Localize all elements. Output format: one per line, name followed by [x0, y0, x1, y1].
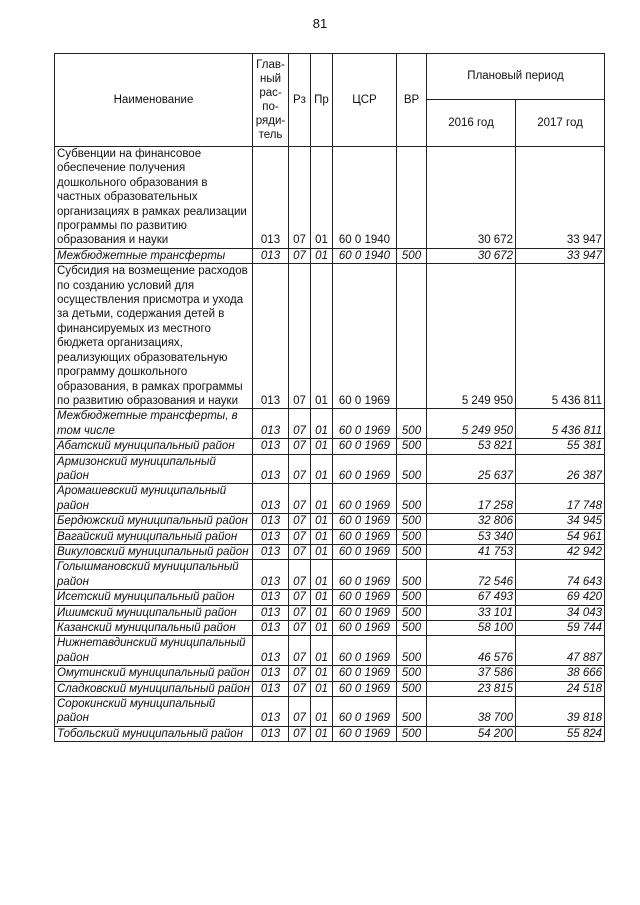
- col-header-planned-period: Плановый период: [427, 54, 605, 100]
- cell-name: Сорокинский муниципальный район: [55, 697, 253, 727]
- cell-name: Нижнетавдинский муниципальный район: [55, 636, 253, 666]
- cell-2017: 55 824: [516, 726, 605, 741]
- col-header-name: Наименование: [55, 54, 253, 147]
- cell-admin: 013: [253, 681, 289, 696]
- cell-2017: 74 643: [516, 560, 605, 590]
- table-row: [55, 264, 605, 409]
- cell-vr: 500: [397, 248, 427, 263]
- cell-2016: 5 249 950: [427, 264, 516, 409]
- page-number: 81: [312, 16, 328, 31]
- cell-pr: 01: [311, 484, 333, 514]
- cell-rz: 07: [289, 726, 311, 741]
- cell-vr: 500: [397, 560, 427, 590]
- cell-pr: 01: [311, 605, 333, 620]
- cell-admin: 013: [253, 636, 289, 666]
- cell-2016: 41 753: [427, 544, 516, 559]
- cell-2017: 54 961: [516, 529, 605, 544]
- cell-2017: 47 887: [516, 636, 605, 666]
- cell-name: Армизонский муниципальный район: [55, 454, 253, 484]
- cell-rz: 07: [289, 514, 311, 529]
- cell-admin: 013: [253, 248, 289, 263]
- cell-vr: 500: [397, 409, 427, 439]
- cell-admin: 013: [253, 529, 289, 544]
- cell-rz: 07: [289, 621, 311, 636]
- cell-name: Голышмановский муниципальный район: [55, 560, 253, 590]
- col-header-2017: 2017 год: [516, 100, 605, 147]
- cell-vr: 500: [397, 605, 427, 620]
- cell-2017: 24 518: [516, 681, 605, 696]
- cell-rz: 07: [289, 484, 311, 514]
- cell-pr: 01: [311, 621, 333, 636]
- cell-pr: 01: [311, 560, 333, 590]
- cell-vr: 500: [397, 514, 427, 529]
- table-row: [55, 439, 605, 454]
- cell-rz: 07: [289, 590, 311, 605]
- cell-pr: 01: [311, 454, 333, 484]
- table-row: [55, 529, 605, 544]
- cell-name: Межбюджетные трансферты, в том числе: [55, 409, 253, 439]
- cell-vr: 500: [397, 484, 427, 514]
- cell-vr: 500: [397, 636, 427, 666]
- cell-2017: 33 947: [516, 248, 605, 263]
- cell-name: Исетский муниципальный район: [55, 590, 253, 605]
- cell-pr: 01: [311, 697, 333, 727]
- cell-2016: 54 200: [427, 726, 516, 741]
- cell-2017: 26 387: [516, 454, 605, 484]
- col-header-csr: ЦСР: [333, 54, 397, 147]
- table-row: [55, 697, 605, 727]
- cell-name: Аромашевский муниципальный район: [55, 484, 253, 514]
- cell-pr: 01: [311, 590, 333, 605]
- cell-rz: 07: [289, 636, 311, 666]
- cell-csr: 60 0 1969: [333, 697, 397, 727]
- cell-pr: 01: [311, 248, 333, 263]
- cell-name: Вагайский муниципальный район: [55, 529, 253, 544]
- cell-vr: [397, 264, 427, 409]
- cell-2017: 55 381: [516, 439, 605, 454]
- cell-name: Абатский муниципальный район: [55, 439, 253, 454]
- table-row: [55, 409, 605, 439]
- cell-csr: 60 0 1940: [333, 248, 397, 263]
- cell-admin: 013: [253, 264, 289, 409]
- cell-rz: 07: [289, 560, 311, 590]
- cell-rz: 07: [289, 248, 311, 263]
- cell-vr: 500: [397, 621, 427, 636]
- cell-2016: 5 249 950: [427, 409, 516, 439]
- col-header-2016: 2016 год: [427, 100, 516, 147]
- col-header-vr: ВР: [397, 54, 427, 147]
- cell-csr: 60 0 1969: [333, 726, 397, 741]
- cell-2016: 32 806: [427, 514, 516, 529]
- cell-2016: 37 586: [427, 666, 516, 681]
- cell-pr: 01: [311, 409, 333, 439]
- cell-csr: 60 0 1969: [333, 681, 397, 696]
- table-row: [55, 605, 605, 620]
- cell-admin: 013: [253, 147, 289, 249]
- table-row: [55, 248, 605, 263]
- table-row: [55, 590, 605, 605]
- cell-2016: 67 493: [427, 590, 516, 605]
- cell-name: Субсидия на возмещение расходов по созданию условий для осуществления присмотра и ухода за детьми, содержания детей в финансируемых из местного бюджета организациях, реализующих образовательную программу дошкольного образования, в рамках программы по развитию образования и науки: [55, 264, 253, 409]
- cell-name: Сладковский муниципальный район: [55, 681, 253, 696]
- cell-2017: 34 945: [516, 514, 605, 529]
- cell-2016: 46 576: [427, 636, 516, 666]
- cell-2017: 5 436 811: [516, 409, 605, 439]
- cell-rz: 07: [289, 264, 311, 409]
- cell-admin: 013: [253, 544, 289, 559]
- cell-admin: 013: [253, 726, 289, 741]
- cell-vr: 500: [397, 454, 427, 484]
- cell-2017: 38 666: [516, 666, 605, 681]
- cell-2016: 23 815: [427, 681, 516, 696]
- cell-admin: 013: [253, 484, 289, 514]
- cell-admin: 013: [253, 666, 289, 681]
- cell-csr: 60 0 1969: [333, 590, 397, 605]
- cell-2016: 53 340: [427, 529, 516, 544]
- table-row: [55, 726, 605, 741]
- cell-vr: 500: [397, 697, 427, 727]
- cell-csr: 60 0 1969: [333, 560, 397, 590]
- cell-rz: 07: [289, 697, 311, 727]
- table-row: [55, 544, 605, 559]
- cell-rz: 07: [289, 439, 311, 454]
- cell-admin: 013: [253, 621, 289, 636]
- cell-pr: 01: [311, 439, 333, 454]
- cell-2016: 58 100: [427, 621, 516, 636]
- cell-csr: 60 0 1969: [333, 605, 397, 620]
- table-row: [55, 621, 605, 636]
- cell-csr: 60 0 1969: [333, 529, 397, 544]
- cell-2017: 42 942: [516, 544, 605, 559]
- cell-csr: 60 0 1940: [333, 147, 397, 249]
- cell-admin: 013: [253, 560, 289, 590]
- cell-pr: 01: [311, 666, 333, 681]
- cell-name: Бердюжский муниципальный район: [55, 514, 253, 529]
- cell-rz: 07: [289, 409, 311, 439]
- cell-admin: 013: [253, 605, 289, 620]
- table-row: [55, 681, 605, 696]
- budget-table: [54, 53, 605, 742]
- cell-2017: 69 420: [516, 590, 605, 605]
- cell-csr: 60 0 1969: [333, 621, 397, 636]
- cell-vr: 500: [397, 529, 427, 544]
- table-row: [55, 666, 605, 681]
- cell-2016: 25 637: [427, 454, 516, 484]
- cell-2016: 72 546: [427, 560, 516, 590]
- cell-csr: 60 0 1969: [333, 484, 397, 514]
- cell-pr: 01: [311, 514, 333, 529]
- cell-csr: 60 0 1969: [333, 666, 397, 681]
- table-row: [55, 454, 605, 484]
- cell-vr: 500: [397, 590, 427, 605]
- table-row: [55, 636, 605, 666]
- cell-rz: 07: [289, 666, 311, 681]
- cell-pr: 01: [311, 264, 333, 409]
- cell-csr: 60 0 1969: [333, 409, 397, 439]
- cell-2016: 30 672: [427, 147, 516, 249]
- cell-csr: 60 0 1969: [333, 514, 397, 529]
- cell-admin: 013: [253, 454, 289, 484]
- cell-vr: 500: [397, 439, 427, 454]
- cell-pr: 01: [311, 529, 333, 544]
- cell-rz: 07: [289, 454, 311, 484]
- cell-rz: 07: [289, 147, 311, 249]
- cell-name: Казанский муниципальный район: [55, 621, 253, 636]
- cell-csr: 60 0 1969: [333, 264, 397, 409]
- cell-2017: 34 043: [516, 605, 605, 620]
- cell-admin: 013: [253, 590, 289, 605]
- col-header-pr: Пр: [311, 54, 333, 147]
- cell-csr: 60 0 1969: [333, 636, 397, 666]
- cell-2017: 5 436 811: [516, 264, 605, 409]
- cell-name: Тобольский муниципальный район: [55, 726, 253, 741]
- table-row: [55, 484, 605, 514]
- cell-name: Межбюджетные трансферты: [55, 248, 253, 263]
- cell-2017: 39 818: [516, 697, 605, 727]
- cell-name: Ишимский муниципальный район: [55, 605, 253, 620]
- cell-admin: 013: [253, 514, 289, 529]
- cell-2016: 17 258: [427, 484, 516, 514]
- cell-pr: 01: [311, 681, 333, 696]
- table-row: [55, 514, 605, 529]
- col-header-rz: Рз: [289, 54, 311, 147]
- cell-name: Омутинский муниципальный район: [55, 666, 253, 681]
- table-row: [55, 560, 605, 590]
- cell-admin: 013: [253, 439, 289, 454]
- cell-vr: 500: [397, 544, 427, 559]
- cell-rz: 07: [289, 544, 311, 559]
- cell-pr: 01: [311, 544, 333, 559]
- cell-name: Субвенции на финансовое обеспечение получения дошкольного образования в частных образовательных организациях в рамках реализации программы по развитию образования и науки: [55, 147, 253, 249]
- cell-2017: 33 947: [516, 147, 605, 249]
- cell-rz: 07: [289, 681, 311, 696]
- cell-admin: 013: [253, 409, 289, 439]
- cell-vr: [397, 147, 427, 249]
- cell-2017: 17 748: [516, 484, 605, 514]
- cell-admin: 013: [253, 697, 289, 727]
- cell-2017: 59 744: [516, 621, 605, 636]
- cell-pr: 01: [311, 147, 333, 249]
- cell-2016: 53 821: [427, 439, 516, 454]
- col-header-admin: Глав- ный рас- по- ряди- тель: [253, 54, 289, 147]
- cell-2016: 33 101: [427, 605, 516, 620]
- cell-csr: 60 0 1969: [333, 454, 397, 484]
- table-row: [55, 147, 605, 249]
- cell-rz: 07: [289, 529, 311, 544]
- cell-csr: 60 0 1969: [333, 544, 397, 559]
- table-body: [55, 147, 605, 742]
- cell-vr: 500: [397, 726, 427, 741]
- cell-name: Викуловский муниципальный район: [55, 544, 253, 559]
- cell-pr: 01: [311, 726, 333, 741]
- cell-2016: 30 672: [427, 248, 516, 263]
- cell-2016: 38 700: [427, 697, 516, 727]
- cell-pr: 01: [311, 636, 333, 666]
- cell-csr: 60 0 1969: [333, 439, 397, 454]
- cell-vr: 500: [397, 666, 427, 681]
- cell-rz: 07: [289, 605, 311, 620]
- cell-vr: 500: [397, 681, 427, 696]
